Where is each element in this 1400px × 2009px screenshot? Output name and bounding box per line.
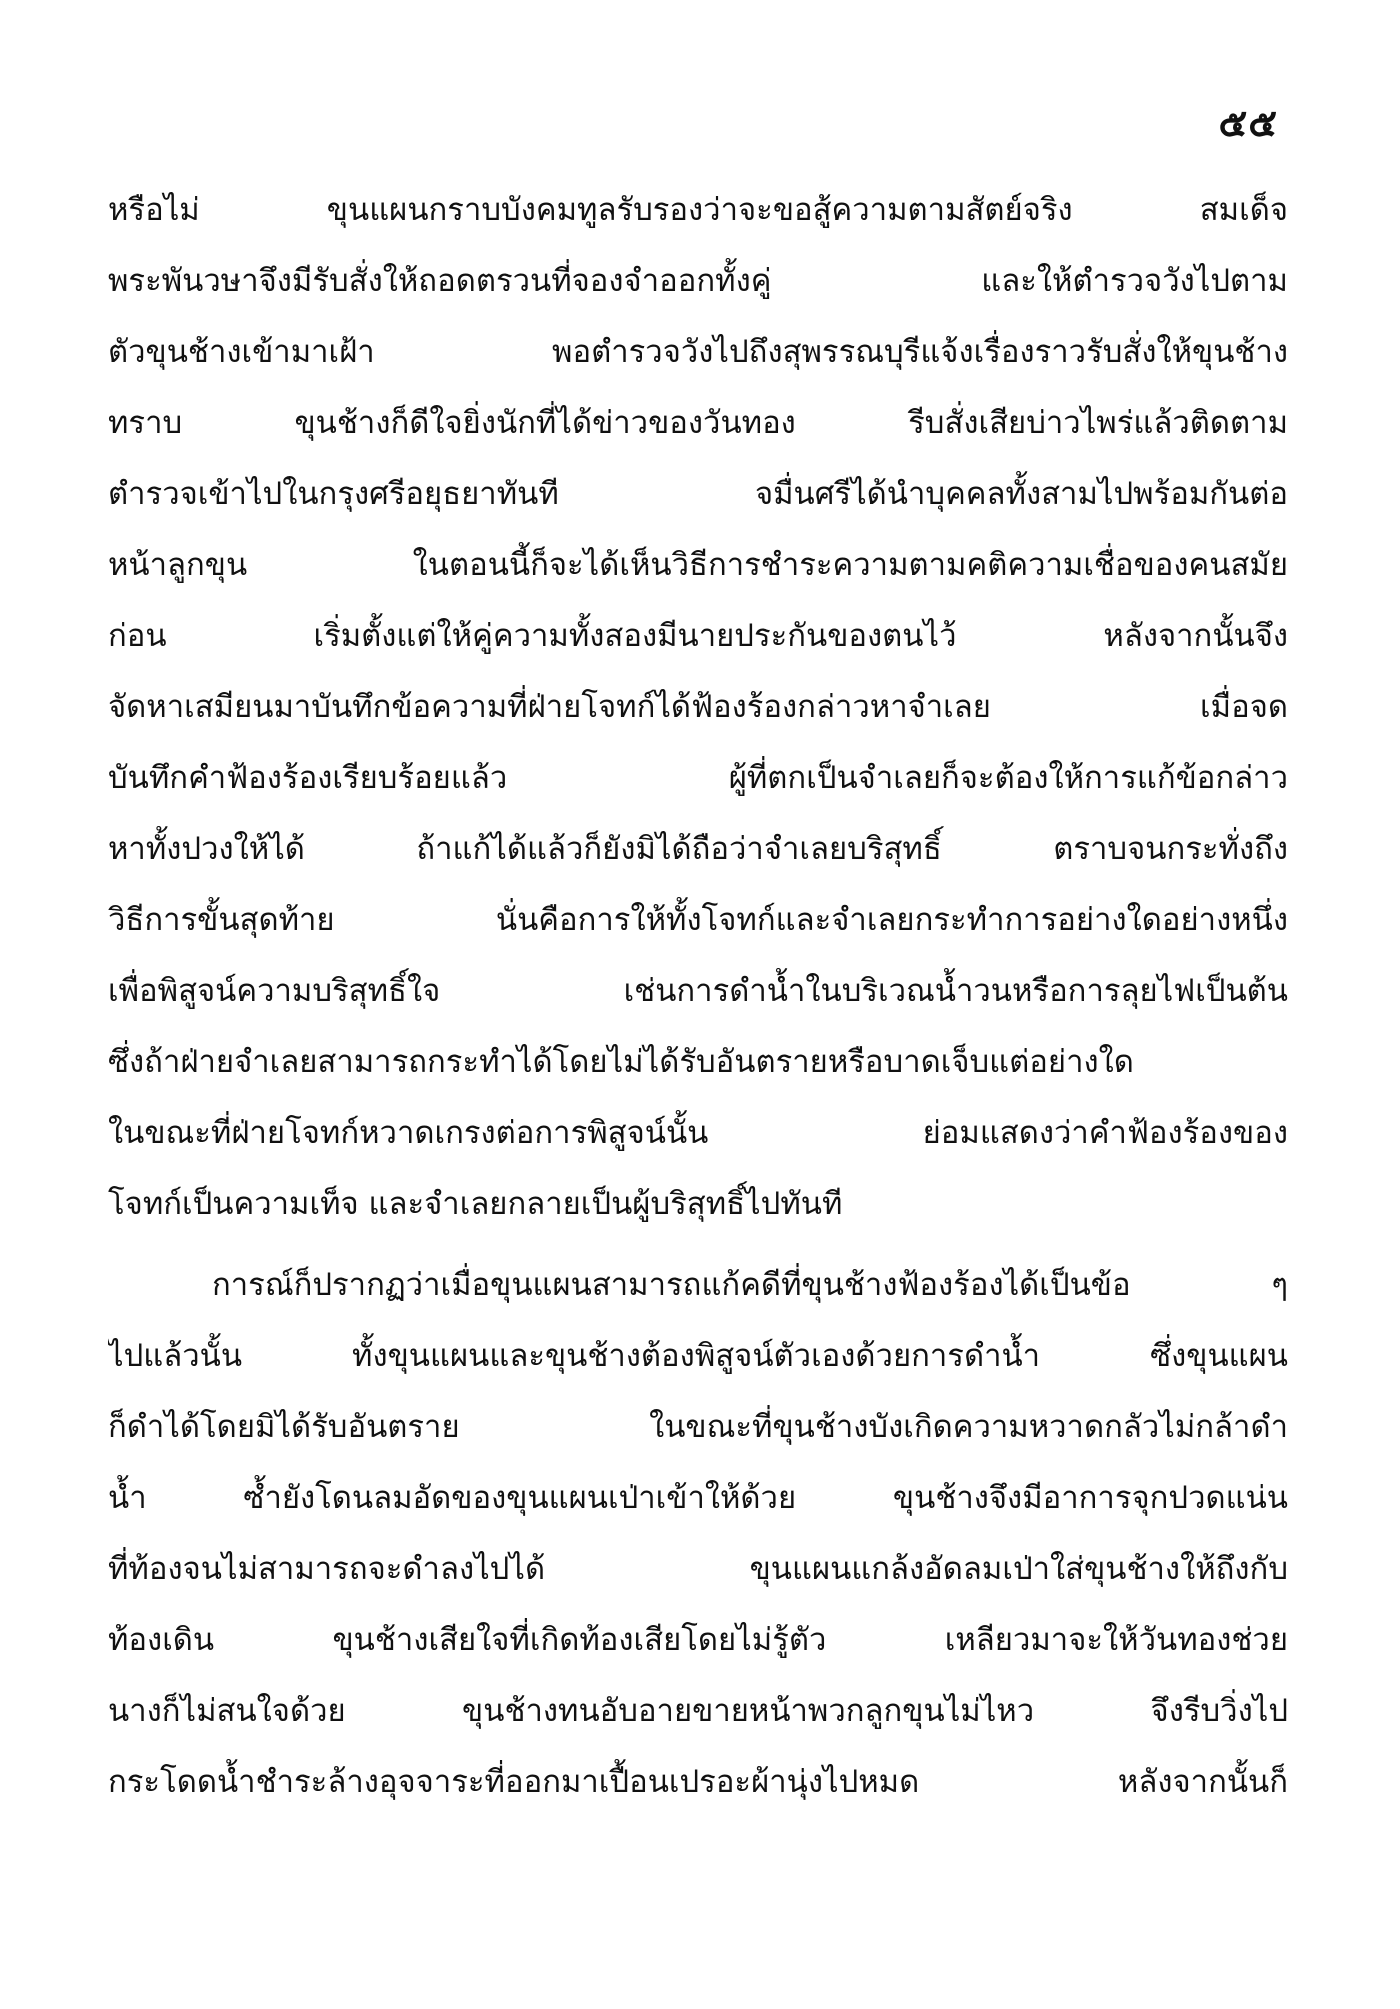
text-line: ตำรวจเข้าไปในกรุงศรีอยุธยาทันที จมื่นศรีได้นำบุคคลทั้งสามไปพร้อมกันต่อ: [108, 476, 1288, 512]
text-line: ที่ท้องจนไม่สามารถจะดำลงไปได้ ขุนแผนแกล้งอัดลมเป่าใส่ขุนช้างให้ถึงกับ: [108, 1551, 1288, 1587]
text-line: หน้าลูกขุน ในตอนนี้ก็จะได้เห็นวิธีการชำระความตามคติความเชื่อของคนสมัย: [108, 547, 1288, 583]
body-text: [108, 175, 1288, 1818]
paragraph-1: [108, 175, 1288, 1240]
text-line: บันทึกคำฟ้องร้องเรียบร้อยแล้ว ผู้ที่ตกเป็นจำเลยก็จะต้องให้การแก้ข้อกล่าว: [108, 760, 1288, 796]
text-line: กระโดดน้ำชำระล้างอุจจาระที่ออกมาเปื้อนเปรอะผ้านุ่งไปหมด หลังจากนั้นก็: [108, 1764, 1288, 1800]
text-line: หาทั้งปวงให้ได้ ถ้าแก้ได้แล้วก็ยังมิได้ถือว่าจำเลยบริสุทธิ์ ตราบจนกระทั่งถึง: [108, 831, 1288, 867]
page-number: ๕๕: [1218, 101, 1278, 145]
paragraph-2: [108, 1250, 1288, 1818]
text-line: ในขณะที่ฝ่ายโจทก์หวาดเกรงต่อการพิสูจน์นั้น ย่อมแสดงว่าคำฟ้องร้องของ: [108, 1115, 1288, 1151]
text-line: จัดหาเสมียนมาบันทึกข้อความที่ฝ่ายโจทก์ได้ฟ้องร้องกล่าวหาจำเลย เมื่อจด: [108, 689, 1288, 725]
text-line: ตัวขุนช้างเข้ามาเฝ้า พอตำรวจวังไปถึงสุพรรณบุรีแจ้งเรื่องราวรับสั่งให้ขุนช้าง: [108, 334, 1288, 370]
text-line: ทราบ ขุนช้างก็ดีใจยิ่งนักที่ได้ข่าวของวันทอง รีบสั่งเสียบ่าวไพร่แล้วติดตาม: [108, 405, 1288, 441]
text-line: ก่อน เริ่มตั้งแต่ให้คู่ความทั้งสองมีนายประกันของตนไว้ หลังจากนั้นจึง: [108, 618, 1288, 654]
text-line: น้ำ ซ้ำยังโดนลมอัดของขุนแผนเป่าเข้าให้ด้วย ขุนช้างจึงมีอาการจุกปวดแน่น: [108, 1480, 1288, 1516]
paragraph-gap: [108, 1240, 1288, 1250]
text-line: ก็ดำได้โดยมิได้รับอันตราย ในขณะที่ขุนช้างบังเกิดความหวาดกลัวไม่กล้าดำ: [108, 1409, 1288, 1445]
text-line: วิธีการขั้นสุดท้าย นั่นคือการให้ทั้งโจทก์และจำเลยกระทำการอย่างใดอย่างหนึ่ง: [108, 902, 1288, 938]
text-line: ซึ่งถ้าฝ่ายจำเลยสามารถกระทำได้โดยไม่ได้รับอันตรายหรือบาดเจ็บแต่อย่างใด: [108, 1044, 1134, 1080]
text-line: ไปแล้วนั้น ทั้งขุนแผนและขุนช้างต้องพิสูจน์ตัวเองด้วยการดำน้ำ ซึ่งขุนแผน: [108, 1338, 1288, 1374]
text-line: ท้องเดิน ขุนช้างเสียใจที่เกิดท้องเสียโดยไม่รู้ตัว เหลียวมาจะให้วันทองช่วย: [108, 1622, 1288, 1658]
text-line: การณ์ก็ปรากฏว่าเมื่อขุนแผนสามารถแก้คดีที่ขุนช้างฟ้องร้องได้เป็นข้อ ๆ: [212, 1267, 1288, 1303]
text-line: พระพันวษาจึงมีรับสั่งให้ถอดตรวนที่จองจำออกทั้งคู่ และให้ตำรวจวังไปตาม: [108, 263, 1288, 299]
text-line: โจทก์เป็นความเท็จ และจำเลยกลายเป็นผู้บริสุทธิ์ไปทันที: [108, 1186, 843, 1222]
text-line: เพื่อพิสูจน์ความบริสุทธิ์ใจ เช่นการดำน้ำในบริเวณน้ำวนหรือการลุยไฟเป็นต้น: [108, 973, 1288, 1009]
text-line: หรือไม่ ขุนแผนกราบบังคมทูลรับรองว่าจะขอสู้ความตามสัตย์จริง สมเด็จ: [108, 192, 1288, 228]
text-line: นางก็ไม่สนใจด้วย ขุนช้างทนอับอายขายหน้าพวกลูกขุนไม่ไหว จึงรีบวิ่งไป: [108, 1693, 1288, 1729]
